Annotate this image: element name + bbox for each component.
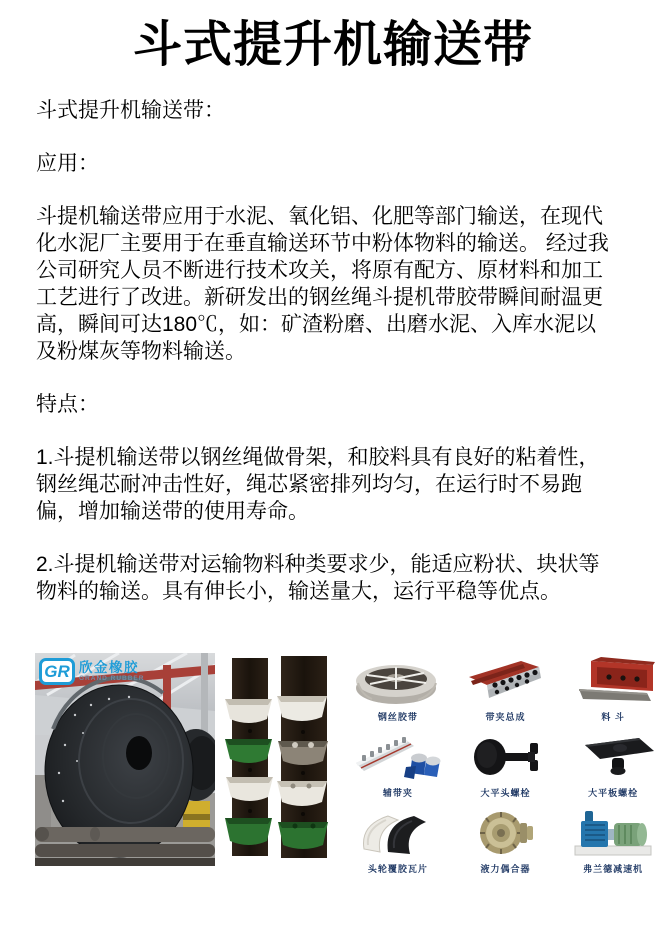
section-heading-features: 特点： bbox=[36, 392, 99, 416]
product-cell-wire-rope-belt bbox=[345, 655, 451, 723]
section-heading-application: 应用： bbox=[36, 151, 99, 175]
logo-english-name: GRAND RUBBER bbox=[79, 674, 145, 682]
product-cell-flat-head-bolt bbox=[453, 731, 559, 799]
factory-belt-roll-photo bbox=[35, 653, 215, 866]
product-grid bbox=[345, 655, 666, 875]
product-caption: 钢丝胶带 bbox=[377, 712, 418, 722]
belt-clamp-assembly-image bbox=[458, 655, 552, 707]
head-pulley-rubber-tile-image bbox=[351, 807, 445, 859]
product-caption: 大平头螺栓 bbox=[480, 788, 531, 798]
product-caption: 液力偶合器 bbox=[480, 864, 531, 874]
product-caption: 辅带夹 bbox=[382, 788, 413, 798]
product-gallery bbox=[0, 653, 666, 875]
logo-chinese-name: 欣金橡胶 bbox=[79, 660, 139, 675]
bucket-display-photo bbox=[225, 655, 335, 862]
body-text bbox=[0, 97, 666, 605]
product-caption: 料 斗 bbox=[601, 712, 625, 722]
product-caption: 头轮覆胶瓦片 bbox=[367, 864, 428, 874]
aux-belt-clamp-image bbox=[351, 731, 445, 783]
intro-line: 斗式提升机输送带： bbox=[36, 98, 225, 122]
wire-rope-belt-image bbox=[351, 655, 445, 707]
hopper-image bbox=[566, 655, 660, 707]
product-cell-fluid-coupling bbox=[453, 807, 559, 875]
fluid-coupling-image bbox=[458, 807, 552, 859]
logo-gr-icon: GR bbox=[39, 658, 75, 685]
product-cell-flat-plate-bolt bbox=[560, 731, 666, 799]
page-title: 斗式提升机输送带 bbox=[132, 18, 533, 72]
product-cell-flender-reducer bbox=[560, 807, 666, 875]
product-cell-aux-belt-clamp bbox=[345, 731, 451, 799]
bucket-display-image bbox=[225, 655, 335, 862]
product-cell-rubber-tiles bbox=[345, 807, 451, 875]
company-logo bbox=[39, 658, 144, 685]
application-paragraph: 斗提机输送带应用于水泥、氧化铝、化肥等部门输送，在现代化水泥厂主要用于在垂直输送环节中粉体物料的输送。 经过我公司研究人员不断进行技术攻关，将原有配方、原材料和加工工艺进行了改进。新研发出的钢丝绳斗提机带胶带瞬间耐温更高，瞬间可达180℃，如：矿渣粉磨、出磨水泥、入库水泥以及粉煤灰等物料输送。 bbox=[36, 204, 609, 363]
feature-paragraph-2: 2.斗提机输送带对运输物料种类要求少，能适应粉状、块状等物料的输送。具有伸长小，输送量大，运行平稳等优点。 bbox=[36, 552, 600, 603]
product-caption: 带夹总成 bbox=[485, 712, 526, 722]
product-caption: 大平板螺栓 bbox=[588, 788, 639, 798]
flender-reducer-image bbox=[566, 807, 660, 859]
flat-plate-bolt-image bbox=[566, 731, 660, 783]
product-cell-hopper bbox=[560, 655, 666, 723]
flat-head-bolt-image bbox=[458, 731, 552, 783]
product-caption: 弗兰德减速机 bbox=[583, 864, 644, 874]
product-cell-clamp-assembly bbox=[453, 655, 559, 723]
feature-paragraph-1: 1.斗提机输送带以钢丝绳做骨架，和胶料具有良好的粘着性，钢丝绳芯耐冲击性好，绳芯紧密排列均匀，在运行时不易跑偏，增加输送带的使用寿命。 bbox=[36, 445, 600, 523]
